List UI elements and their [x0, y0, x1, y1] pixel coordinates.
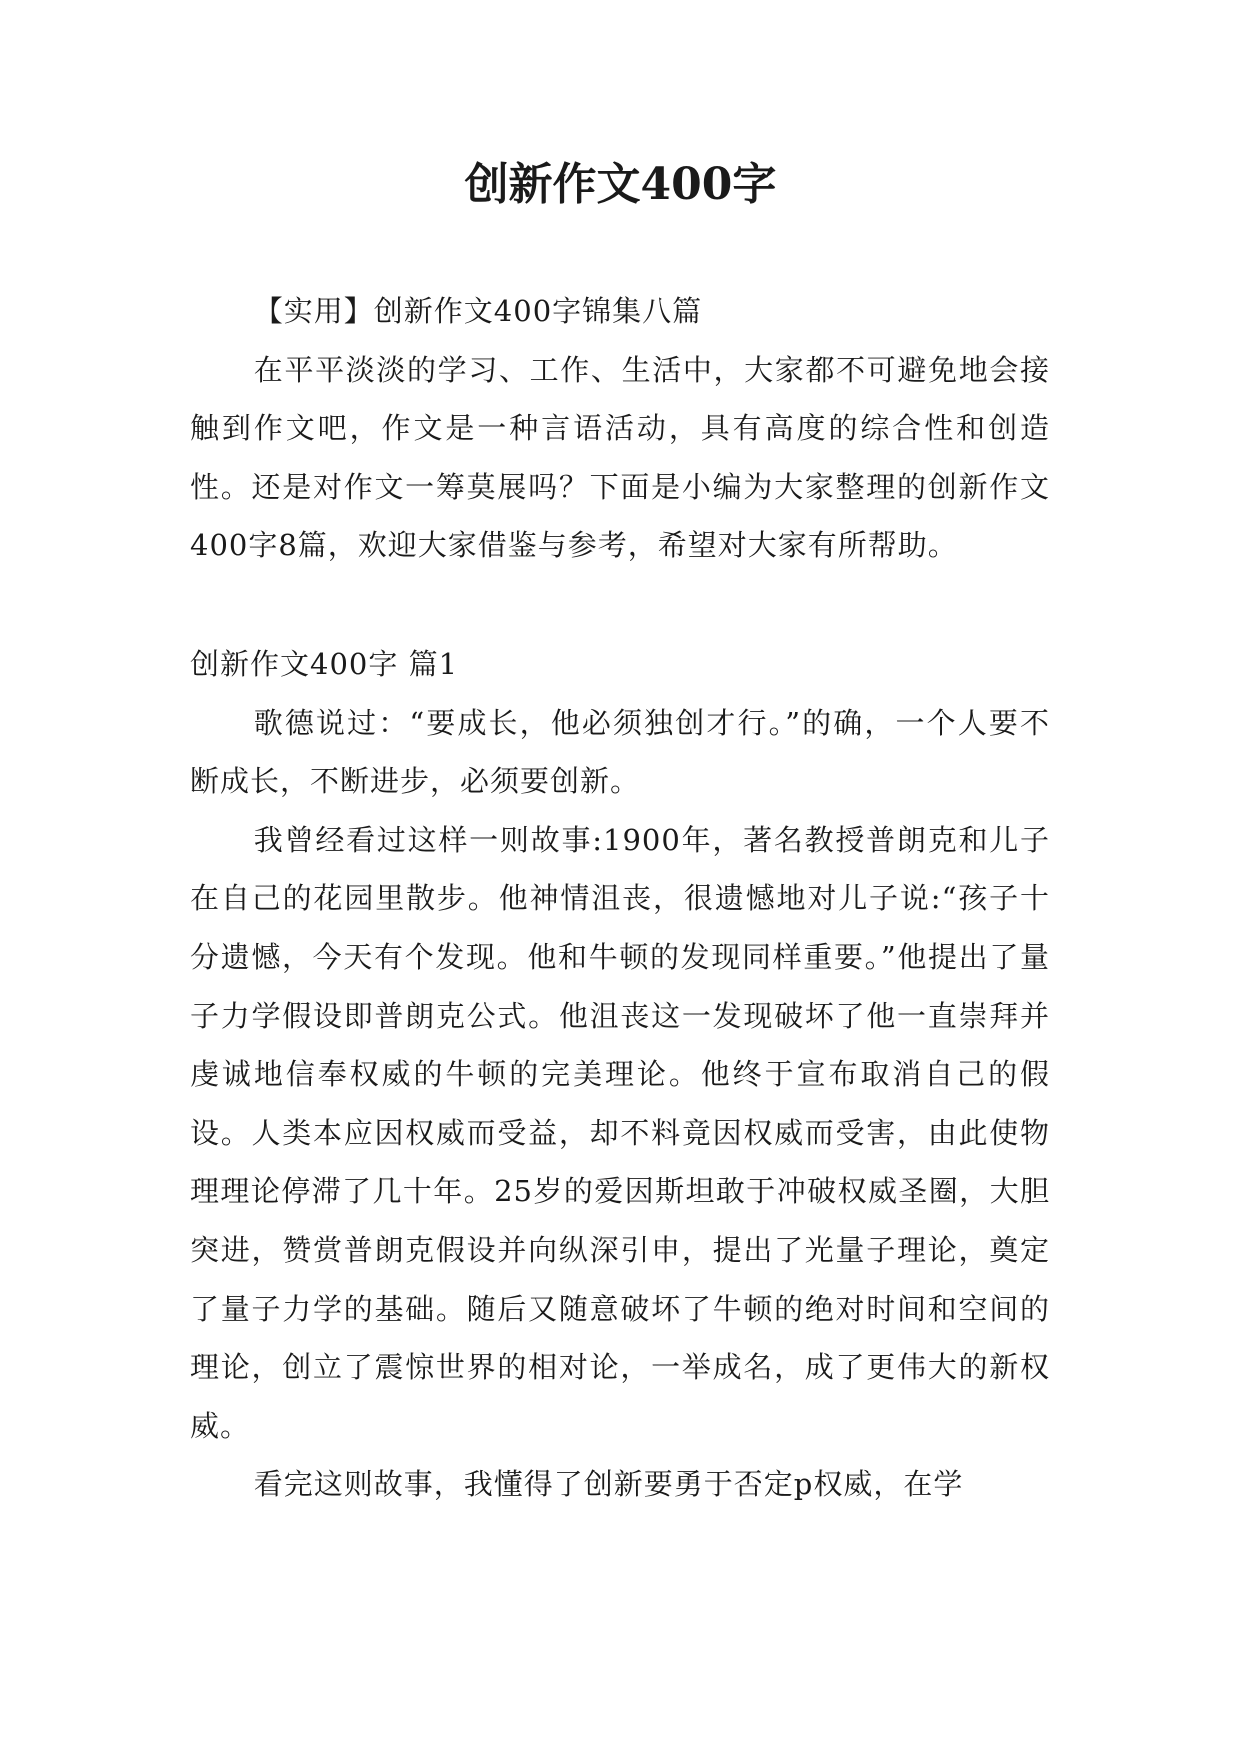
body-paragraph: 我曾经看过这样一则故事:1900年，著名教授普朗克和儿子在自己的花园里散步。他神情沮丧，很遗憾地对儿子说:“孩子十分遗憾，今天有个发现。他和牛顿的发现同样重要。”他提出了量子力学假设即普朗克公式。他沮丧这一发现破坏了他一直崇拜并虔诚地信奉权威的牛顿的完美理论。他终于宣布取消自己的假设。人类本应因权威而受益，却不料竟因权威而受害，由此使物理理论停滞了几十年。25岁的爱因斯坦敢于冲破权威圣圈，大胆突进，赞赏普朗克假设并向纵深引申，提出了光量子理论，奠定了量子力学的基础。随后又随意破坏了牛顿的绝对时间和空间的理论，创立了震惊世界的相对论，一举成名，成了更伟大的新权威。 — [190, 822, 1050, 1443]
intro-paragraph: 在平平淡淡的学习、工作、生活中，大家都不可避免地会接触到作文吧，作文是一种言语活动，具有高度的综合性和创造性。还是对作文一筹莫展吗？下面是小编为大家整理的创新作文400字8篇，欢迎大家借鉴与参考，希望对大家有所帮助。 — [190, 352, 1050, 563]
document-body — [190, 282, 1050, 1514]
body-paragraph: 歌德说过：“要成长，他必须独创才行。”的确，一个人要不断成长，不断进步，必须要创新。 — [190, 705, 1050, 799]
document-title: 创新作文400字 — [464, 159, 777, 210]
document-subtitle: 【实用】创新作文400字锦集八篇 — [253, 294, 703, 328]
body-paragraph: 看完这则故事，我懂得了创新要勇于否定p权威，在学 — [253, 1467, 964, 1502]
section-heading: 创新作文400字 篇1 — [190, 646, 459, 681]
